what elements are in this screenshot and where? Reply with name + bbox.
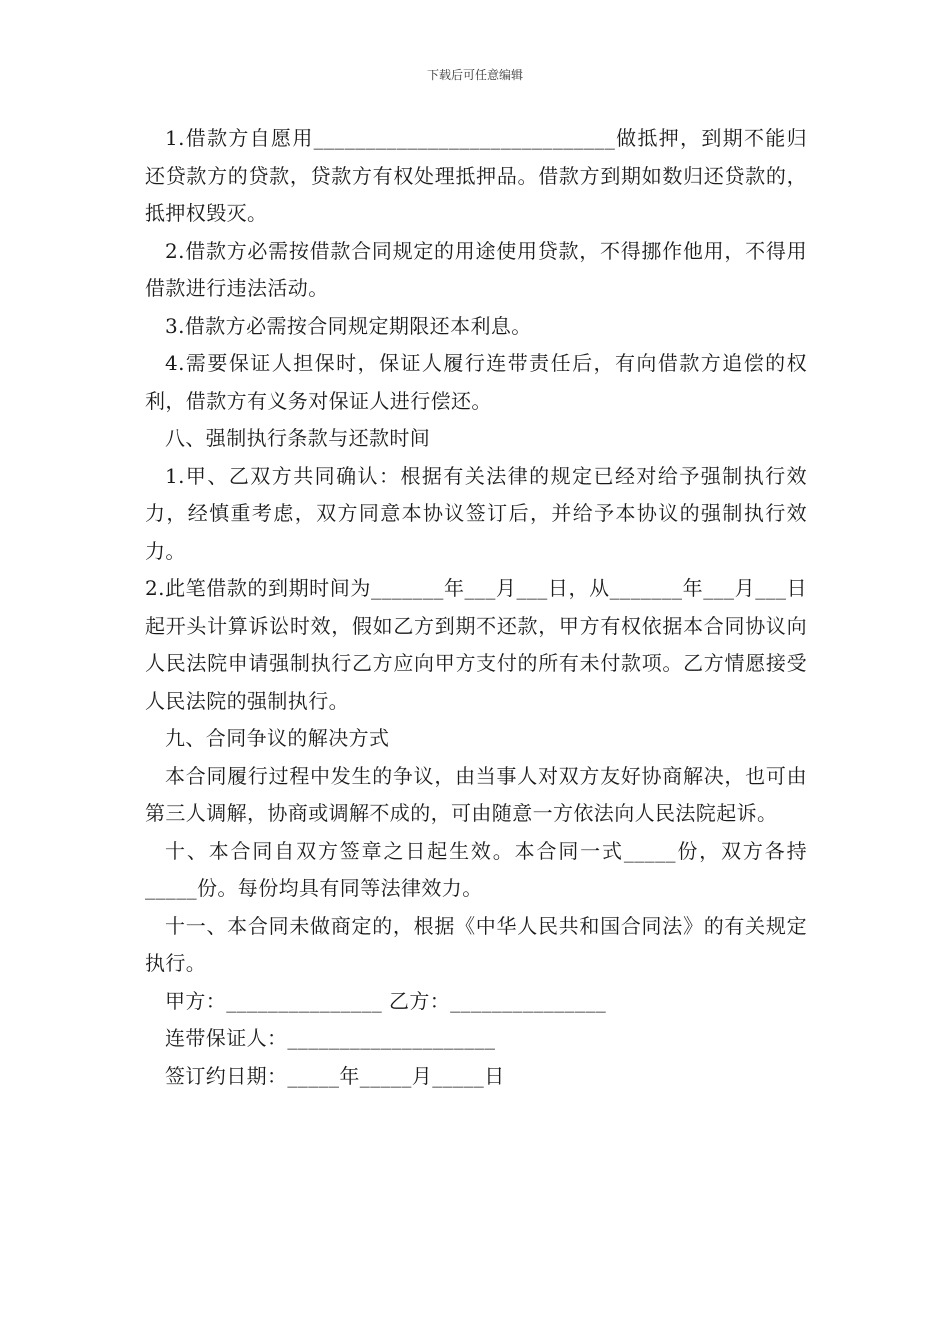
paragraph-dispute-resolution: 本合同履行过程中发生的争议，由当事人对双方友好协商解决，也可由第三人调解，协商或调解不成的，可由随意一方依法向人民法院起诉。	[145, 763, 807, 825]
signature-guarantor: 连带保证人：____________________	[165, 1026, 496, 1050]
signature-parties: 甲方：_______________ 乙方：_______________	[165, 988, 607, 1013]
section-heading-enforcement: 八、强制执行条款与还款时间	[165, 426, 431, 450]
signature-date: 签订约日期：_____年_____月_____日	[165, 1063, 505, 1088]
paragraph-effective: 十、本合同自双方签章之日起生效。本合同一式_____份，双方各持_____份。每份均具有同等法律效力。	[145, 838, 807, 900]
paragraph-loan-use: 2.借款方必需按借款合同规定的用途使用贷款，不得挪作他用，不得用借款进行违法活动。	[145, 238, 807, 300]
paragraph-other-provisions: 十一、本合同未做商定的，根据《中华人民共和国合同法》的有关规定执行。	[145, 913, 807, 975]
paragraph-guarantor: 4.需要保证人担保时，保证人履行连带责任后，有向借款方追偿的权利，借款方有义务对保证人进行偿还。	[145, 351, 807, 413]
document-body	[145, 120, 807, 1095]
section-heading-dispute: 九、合同争议的解决方式	[165, 726, 390, 750]
page-header: 下载后可任意编辑	[426, 68, 523, 82]
paragraph-repayment-term: 3.借款方必需按合同规定期限还本利息。	[165, 313, 532, 338]
paragraph-enforcement-confirm: 1.甲、乙双方共同确认：根据有关法律的规定已经对给予强制执行效力，经慎重考虑，双方同意本协议签订后，并给予本协议的强制执行效力。	[145, 463, 807, 563]
paragraph-collateral: 1.借款方自愿用_____________________________做抵押，到期不能归还贷款方的贷款，贷款方有权处理抵押品。借款方到期如数归还贷款的，抵押权毁灭。	[145, 126, 807, 225]
paragraph-due-date: 2.此笔借款的到期时间为_______年___月___日，从_______年___月___日起开头计算诉讼时效，假如乙方到期不还款，甲方有权依据本合同协议向人民法院申请强制执行乙方应向甲方支付的所有未付款项。乙方情愿接受人民法院的强制执行。	[145, 576, 807, 713]
